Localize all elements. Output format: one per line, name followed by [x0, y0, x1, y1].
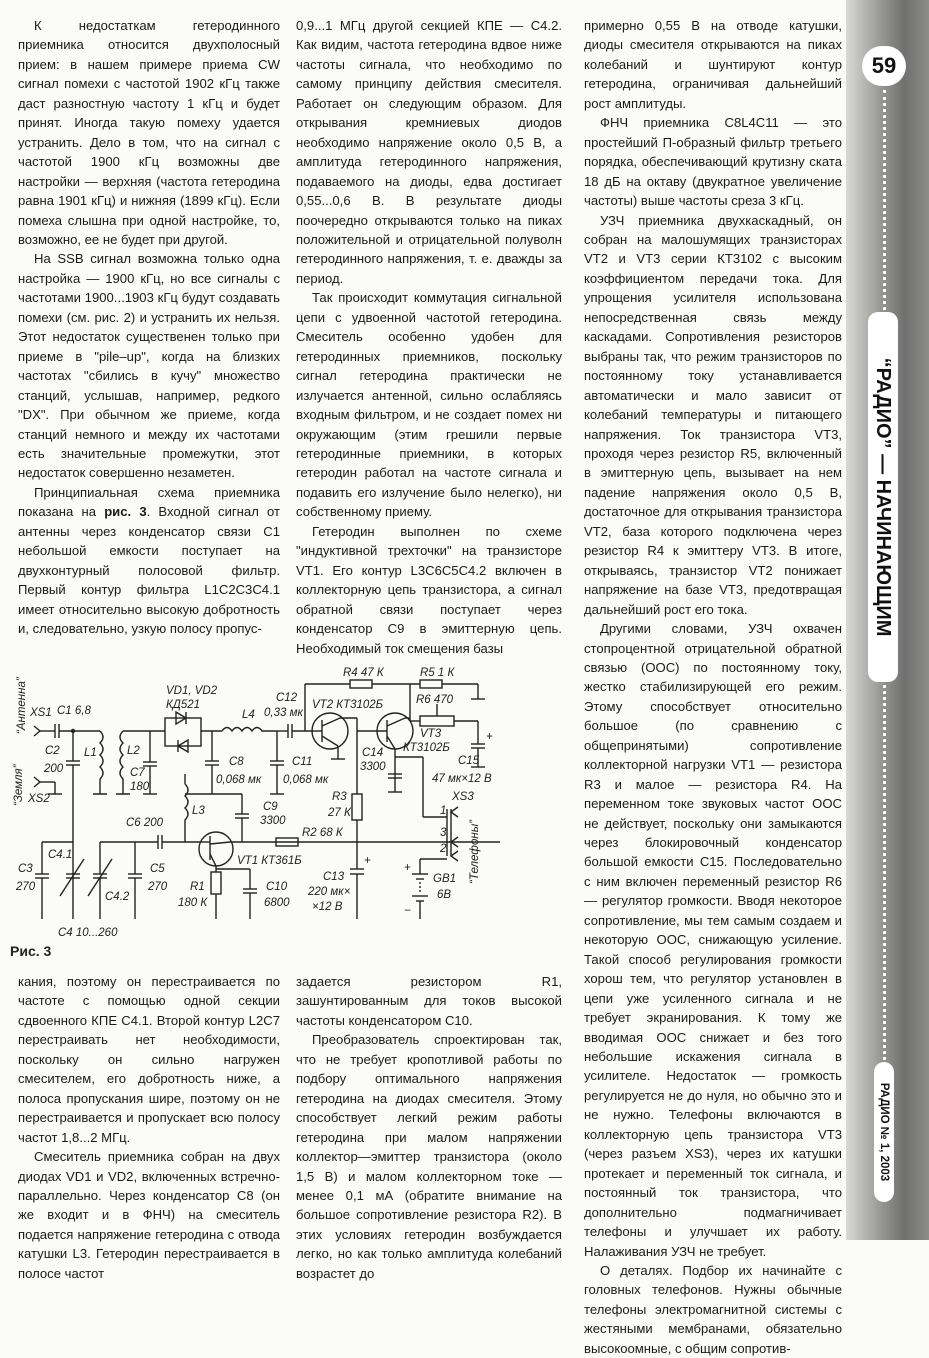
label: C3 — [18, 863, 33, 875]
column-3 — [584, 16, 842, 1358]
paragraph — [18, 483, 280, 639]
label: VT2 КТ3102Б — [312, 699, 384, 711]
label: 3300 — [260, 815, 286, 827]
label: “Земля” — [13, 764, 25, 806]
label: R6 470 — [416, 694, 454, 706]
label: XS1 — [30, 707, 52, 719]
label: XS3 — [452, 791, 474, 803]
label: C13 — [323, 871, 345, 883]
paragraph: задается резистором R1, зашунтированным для токов высокой частоты конденсатором C10. — [296, 974, 562, 1028]
label: VT3 — [420, 728, 442, 740]
label: C4 10...260 — [58, 927, 118, 939]
column-2-bottom — [296, 972, 562, 1283]
label: “Антенна” — [16, 677, 28, 734]
label: 0,068 мк — [283, 774, 329, 786]
section-title: “РАДИО” — НАЧИНАЮЩИМ — [868, 312, 898, 682]
label: 0,33 мк — [264, 707, 303, 719]
paragraph: О деталях. Подбор их начинайте с головных телефонов. Нужны обычные телефоны электромагнитной системы с жестяными мембранами, обязательно высокоомные, с общим сопротив- — [584, 1263, 842, 1356]
label: 220 мк× — [308, 886, 351, 898]
label: C14 — [362, 747, 384, 759]
paragraph: На SSB сигнал возможна только одна настройка — 1900 кГц, но все сигналы с частотами 1900...1903 кГц будут создавать помехи (см. рис. 2) и устранить их нельзя. Этот недостаток существенен только при приеме в "pile–up", когда на близких частотах "сбились в кучу" множество станций, услышав, например, редкого "DX". При обычном же приеме, когда станций немного и между их частотами есть значительные промежутки, этот недостаток совершенно незаметен. — [18, 251, 280, 481]
label: L3 — [192, 805, 205, 817]
label: 180 К — [178, 897, 208, 909]
label: 6800 — [264, 897, 290, 909]
label: 180 — [130, 781, 150, 793]
paragraph: Смеситель приемника собран на двух диодах VD1 и VD2, включенных встречно-параллельно. Через конденсатор C8 (он же входит и в ФНЧ) на смеситель подается напряжение гетеродина с отвода катушки L3. Гетеродин перестраивается в полосе частот — [18, 1149, 280, 1281]
label: 2 — [440, 843, 447, 855]
label: 27 К — [328, 807, 351, 819]
text: . Входной сигнал от антенны через конденсатор связи C1 небольшой емкости поступает на двухконтурный полосовой фильтр. Первый контур фильтра L1C2C3C4.1 имеет относительно высокую добротность и, следовательно, узкую полосу пропус- — [18, 504, 280, 637]
paragraph: Так происходит коммутация сигнальной цепи с удвоенной частотой гетеродина. Смеситель особенно удобен для гетеродинных приемников, поскольку сигнал гетеродина практически не излучается антенной, сильно ослабляясь входным фильтром, и не создает помех ни окружающим (этим грешили первые гетеродинные приемники, в которых гетеродин работал на частоте сигнала и подавить его излучение было нелегко), ни собственному приему. — [296, 290, 562, 520]
paragraph: ФНЧ приемника C8L4C11 — это простейший П-образный фильтр третьего порядка, обеспечивающий крутизну ската 18 дБ на октаву (двукратное увеличение частоты) выше частоты среза 3 кГц. — [584, 115, 842, 209]
column-1-bottom — [18, 972, 280, 1283]
label: C6 200 — [126, 817, 164, 829]
polarity-mark: − — [404, 905, 411, 917]
label: 3 — [440, 827, 447, 839]
label: VD1, VD2 — [166, 685, 218, 697]
label: C1 6,8 — [57, 705, 91, 717]
label: C11 — [292, 756, 313, 768]
label: R2 68 К — [302, 827, 343, 839]
label: L4 — [242, 709, 255, 721]
paragraph: кания, поэтому он перестраивается по частоте с помощью одной секции сдвоенного КПЕ C4.1. Второй контур L2C7 перестраивать нет необходимости, поскольку он сильно нагружен смесителем, его добротность ниже, а полоса пропускания шире, поэтому он не перестраивается и пропускает всю полосу частот 1,8...2 МГц. — [18, 974, 280, 1145]
label: XS2 — [28, 793, 50, 805]
figure-caption: Рис. 3 — [10, 943, 52, 959]
label: 270 — [148, 881, 168, 893]
label: ×12 В — [312, 901, 343, 913]
label: C8 — [229, 756, 244, 768]
label: R3 — [332, 791, 347, 803]
column-2-top — [296, 16, 562, 658]
label: 3300 — [360, 761, 386, 773]
label: R4 47 К — [343, 667, 384, 679]
label: КТ3102Б — [403, 742, 450, 754]
label: 0,068 мк — [216, 774, 262, 786]
label: 200 — [44, 763, 64, 775]
label: R5 1 К — [420, 667, 455, 679]
label: C15 — [458, 755, 480, 767]
label: C12 — [276, 692, 298, 704]
label: 1 — [440, 805, 447, 817]
paragraph: Гетеродин выполнен по схеме "индуктивной трехточки" на транзисторе VT1. Его контур L3C6C5C4.2 включен в коллекторную цепь транзистора, а сигнал обратной связи поступает через конденсатор C9 в эмиттерную цепь. Необходимый ток смещения базы — [296, 523, 562, 656]
page-number: 59 — [862, 46, 906, 86]
label: VT1 КТ361Б — [237, 855, 302, 867]
paragraph: УЗЧ приемника двухкаскадный, он собран на малошумящих транзисторах VT2 и VT3 серии КТ3102 с высоким коэффициентом передачи тока. Для упрощения усилителя использована непосредственная связь между каскадами. Сопротивления резисторов выбраны так, что режим транзисторов по постоянному току устанавливается автоматически и мало зависит от колебаний температуры и питающего напряжения. Ток транзистора VT3, проходя через резистор R5, включенный в эмиттерную цепь, вызывает на нем падение напряжения около 0,5 В, достаточное для открывания транзистора VT2, база которого подключена через резистор R4 к эмиттеру VT3. В итоге, открываясь, транзистор VT2 понижает напряжение на базе VT3, предотвращая дальнейший рост его тока. — [584, 212, 842, 617]
paragraph: К недостаткам гетеродинного приемника относится двухполосный прием: в нашем примере приема CW сигнал помехи с частотой 1902 кГц также даст разностную частоту 1 кГц и будет принят. Иногда такую помеху удается устранить. Дело в том, что на сигнал с частотой 1900 кГц возможны две настройки — верхняя (частота гетеродина равна 1901 кГц) и нижняя (1899 кГц). Если помеха слышна при одной настройке, то, возможно, ее не будет при другой. — [18, 18, 280, 247]
label: C9 — [263, 801, 278, 813]
label: “Телефоны” — [469, 820, 481, 884]
text: Принципиальная схема приемника показана на — [18, 484, 280, 520]
label: GB1 — [433, 873, 457, 885]
figure-reference: рис. 3 — [104, 504, 147, 520]
label: L1 — [84, 747, 97, 759]
paragraph: примерно 0,55 В на отводе катушки, диоды смесителя открываются на пиках колебаний и шунтируют контур гетеродина, ограничивая дальнейший рост амплитуды. — [584, 18, 842, 111]
label: 6В — [437, 889, 452, 901]
label: 47 мк×12 В — [432, 773, 492, 785]
label: C5 — [150, 863, 165, 875]
column-1-top — [18, 16, 280, 639]
polarity-mark: + — [364, 855, 371, 867]
paragraph: Другими словами, УЗЧ охвачен стопроцентной отрицательной обратной связью (ООС) по постоянному току, жестко стабилизирующей его режим. Этому способствует относительно большое (по сравнению с общепринятыми) сопротивление коллекторной нагрузки VT1 — резистора R3 и малое — резистора R4. На переменном токе звуковых частот ООС не действует, поскольку они замыкаются через блокировочный конденсатор большой емкости C15. Последовательно с ним включен переменный резистор R6 — регулятор громкости. Вводя некоторое сопротивление, мы тем самым создаем и некоторую ООС, снижающую усиление. Такой способ регулирования громкости хорош тем, что регулятор установлен в цепи уже усиленного сигнала и не требует экранирования. К тому же вводимая ООС снижает и без того небольшие искажения сигнала в усилителе. Недостаток — громкость регулируется не до нуля, но обычно это и не нужно. Телефоны включаются в коллекторную цепь транзистора VT3 (через разъем XS3), через их катушки протекает и переменный ток сигнала, и постоянный ток транзистора, что дополнительно подмагничивает телефоны и улучшает их работу. Налаживания УЗЧ не требует. — [584, 621, 842, 1259]
polarity-mark: + — [404, 862, 411, 874]
label: 270 — [16, 881, 36, 893]
issue-label: РАДИО № 1, 2003 — [874, 1062, 894, 1202]
label: C4.1 — [48, 849, 73, 861]
label: R1 — [190, 881, 205, 893]
label: C10 — [266, 881, 288, 893]
polarity-mark: + — [486, 731, 493, 743]
label: КД521 — [166, 699, 201, 711]
paragraph: 0,9...1 МГц другой секцией КПЕ — C4.2. Как видим, частота гетеродина вдвое ниже частоты сигнала, что необходимо по самому принципу действия смесителя. Работает он следующим образом. Для открывания кремниевых диодов необходимо напряжение около 0,5 В, а амплитуда гетеродинного напряжения, подаваемого на диоды, едва достигает 0,55...0,6 В. В результате диоды поочередно открываются только на пиках положительной и отрицательной полуволн гетеродинного напряжения, т. е. дважды за период. — [296, 18, 562, 286]
label: L2 — [127, 745, 140, 757]
label: C2 — [45, 745, 60, 757]
paragraph: Преобразователь спроектирован так, что не требует кропотливой работы по подбору оптимального напряжения гетеродина на диодах смесителя. Этому способствует легкий режим работы гетеродина при малом напряжении коллектор—эмиттер транзистора (около 1,5 В) и малом коллекторном токе — менее 0,1 мА (обратите внимание на большое сопротивление резистора R2). В этих условиях гетеродин возбуждается легко, но как только амплитуда колебаний возрастет до — [296, 1032, 562, 1281]
label: C4.2 — [105, 891, 130, 903]
label: C7 — [130, 767, 145, 779]
circuit-schematic — [0, 634, 580, 964]
